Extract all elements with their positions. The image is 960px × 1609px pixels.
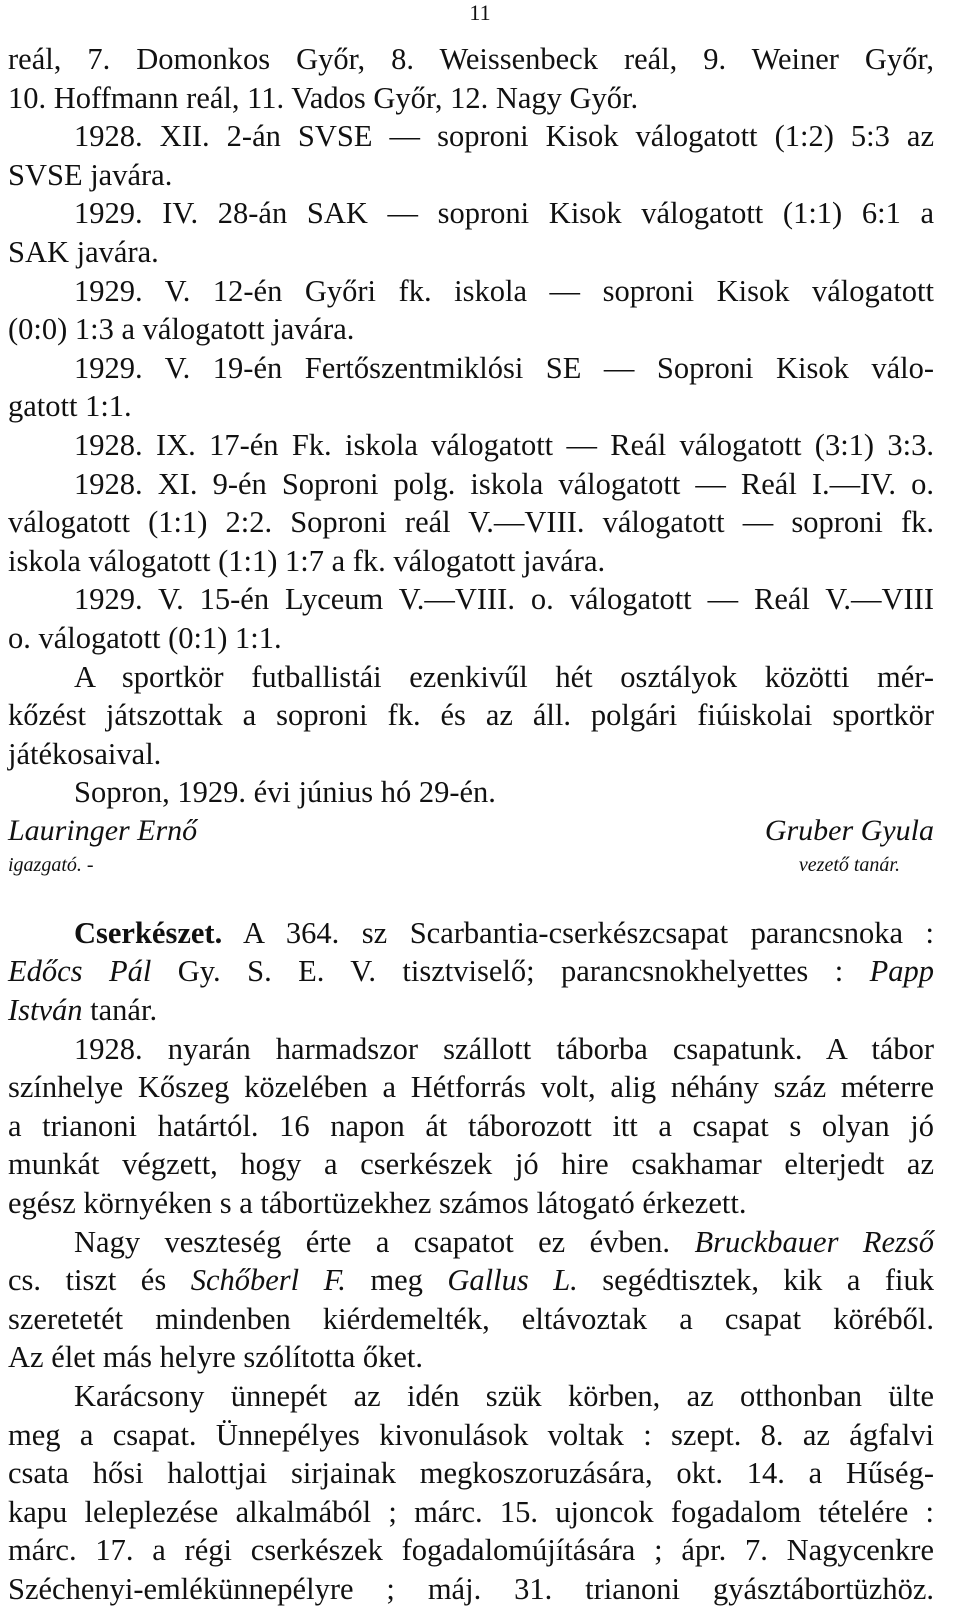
text-span: A 364. sz Scarbantia-cserkészcsapat parancsnoka :	[222, 915, 934, 950]
text-line: egész környéken s a tábortüzekhez számos látogató érkezett.	[8, 1186, 747, 1221]
text-line: színhelye Kőszeg közelében a Hétforrás volt, alig néhány száz méterre	[8, 1070, 934, 1105]
person-name: Gallus L.	[447, 1263, 578, 1298]
text-line	[8, 1261, 934, 1300]
person-name: Papp	[869, 954, 934, 989]
text-line: kapu leleplezése alkalmából ; márc. 15. ujoncok fogadalom tételére :	[8, 1494, 934, 1529]
text-line	[8, 1223, 934, 1262]
signature-right-title: vezető tanár.	[798, 853, 900, 876]
text-line: csata hősi halottjai sirjainak megkoszoruzására, okt. 14. a Hűség-	[8, 1456, 934, 1491]
text-line: márc. 17. a régi cserkészek fogadalomújítására ; ápr. 7. Nagycenkre	[8, 1533, 934, 1568]
text-line: reál, 7. Domonkos Győr, 8. Weissenbeck reál, 9. Weiner Győr,	[8, 42, 934, 76]
text-line: Széchenyi-emlékünnepélyre ; máj. 31. trianoni gyásztábortüzhöz.	[8, 1571, 934, 1606]
text-line: gatott 1:1.	[8, 389, 132, 424]
text-line	[8, 952, 934, 991]
text-line: 1929. V. 19-én Fertőszentmiklósi SE — Soproni Kisok válo-	[74, 350, 934, 385]
text-line: SVSE javára.	[8, 157, 173, 192]
section-heading: Cserkészet.	[74, 915, 223, 950]
text-span: tanár.	[82, 993, 158, 1028]
person-name: Schőberl F.	[190, 1263, 346, 1298]
text-span: Gy. S. E. V. tisztviselő; parancsnokhelyettes :	[151, 954, 870, 989]
signature-left-name: Lauringer Ernő	[8, 813, 198, 847]
text-span: Nagy veszteség érte a csapatot ez évben.	[74, 1224, 695, 1259]
text-line: 1928. IX. 17-én Fk. iskola válogatott — Reál válogatott (3:1) 3:3.	[74, 427, 934, 462]
signature-names	[8, 812, 934, 852]
text-line: o. válogatott (0:1) 1:1.	[8, 620, 282, 655]
text-line: 10. Hoffmann reál, 11. Vados Győr, 12. Nagy Győr.	[8, 80, 639, 115]
signature-left-title: igazgató. -	[8, 853, 94, 876]
text-line: Karácsony ünnepét az idén szük körben, az otthonban ülte	[74, 1379, 934, 1413]
person-name: Bruckbauer Rezső	[694, 1224, 934, 1259]
text-line: válogatott (1:1) 2:2. Soproni reál V.—VIII. válogatott — soproni fk.	[8, 505, 934, 540]
text-line: 1929. V. 15-én Lyceum V.—VIII. o. válogatott — Reál V.—VIII	[74, 582, 934, 617]
text-line: Sopron, 1929. évi június hó 29-én.	[74, 775, 496, 810]
text-line: a trianoni határtól. 16 napon át táborozott itt a csapat s olyan jó	[8, 1108, 934, 1143]
text-span: cs. tiszt és	[8, 1263, 191, 1298]
text-line: szeretetét mindenben kiérdemelték, eltávoztak a csapat köréből.	[8, 1301, 934, 1336]
text-line: 1929. V. 12-én Győri fk. iskola — soproni Kisok válogatott	[74, 273, 934, 308]
text-span: segédtisztek, kik a fiuk	[577, 1263, 934, 1298]
text-line: A sportkör futballistái ezenkivűl hét osztályok közötti mér-	[74, 659, 934, 694]
signature-right-name: Gruber Gyula	[764, 813, 934, 847]
text-line: munkát végzett, hogy a cserkészek jó hire csakhamar elterjedt az	[8, 1147, 934, 1182]
text-line: meg a csapat. Ünnepélyes kivonulások voltak : szept. 8. az ágfalvi	[8, 1417, 934, 1452]
text-line: játékosaival.	[8, 736, 162, 771]
signature-titles	[8, 852, 934, 914]
text-line: kőzést játszottak a soproni fk. és az áll. polgári fiúiskolai sportkör	[8, 698, 934, 733]
text-span: meg	[345, 1263, 448, 1298]
text-line	[8, 991, 934, 1030]
text-line: 1928. nyarán harmadszor szállott táborba csapatunk. A tábor	[74, 1031, 934, 1066]
person-name: Edőcs Pál	[8, 954, 152, 989]
person-name: István	[8, 993, 83, 1028]
text-line: 1928. XI. 9-én Soproni polg. iskola válogatott — Reál I.—IV. o.	[74, 466, 934, 501]
text-line	[8, 914, 934, 953]
text-line: Az élet más helyre szólította őket.	[8, 1340, 423, 1375]
text-line: 1929. IV. 28-án SAK — soproni Kisok válogatott (1:1) 6:1 a	[74, 196, 934, 231]
text-line: 1928. XII. 2-án SVSE — soproni Kisok válogatott (1:2) 5:3 az	[74, 119, 934, 154]
page-text	[8, 40, 934, 1609]
text-line: SAK javára.	[8, 234, 159, 269]
text-line: (0:0) 1:3 a válogatott javára.	[8, 312, 355, 347]
page-number: 11	[469, 0, 491, 25]
text-line: iskola válogatott (1:1) 1:7 a fk. válogatott javára.	[8, 543, 606, 578]
